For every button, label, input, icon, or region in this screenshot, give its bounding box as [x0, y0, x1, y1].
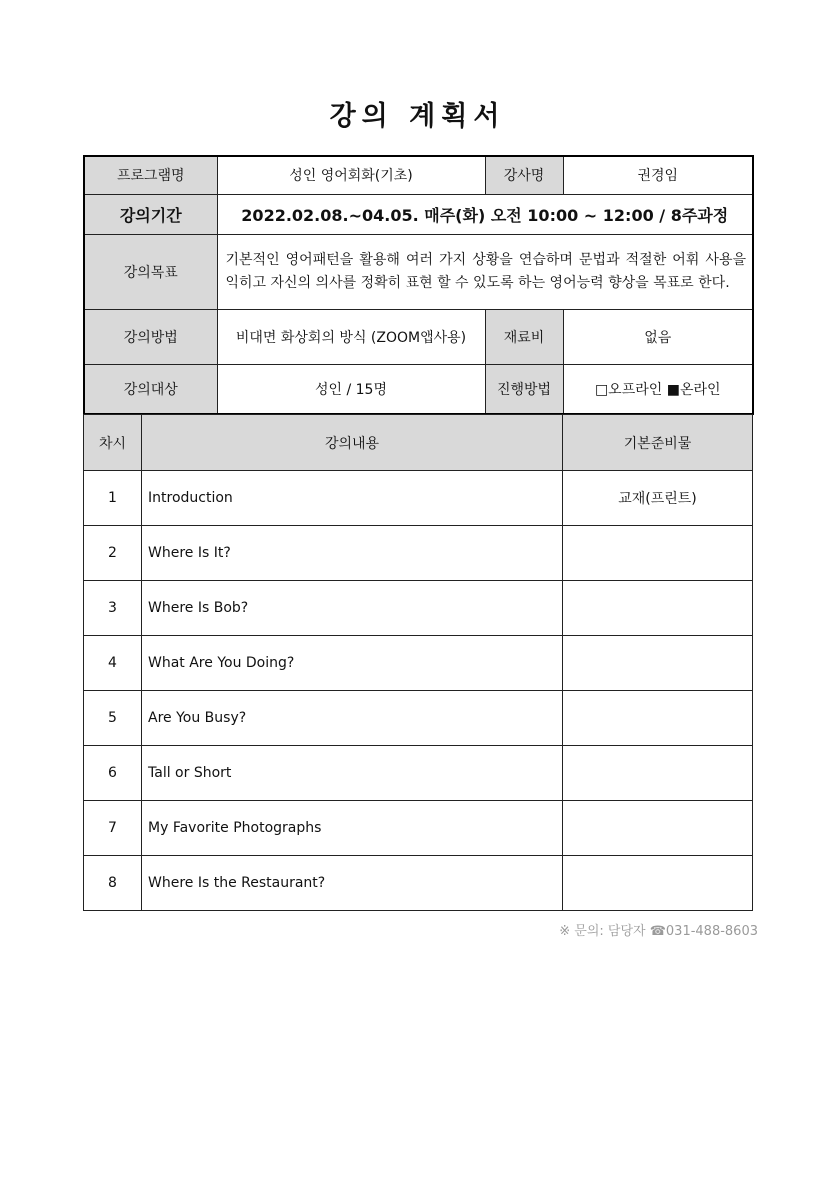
lesson-content: My Favorite Photographs [142, 801, 563, 856]
session-number: 2 [84, 526, 142, 581]
lesson-materials [563, 636, 753, 691]
table-row [84, 856, 753, 911]
plan-header-row [84, 415, 753, 471]
session-number: 3 [84, 581, 142, 636]
lesson-content: Where Is the Restaurant? [142, 856, 563, 911]
course-info-table [83, 155, 754, 415]
lesson-materials [563, 581, 753, 636]
table-row [84, 581, 753, 636]
lesson-content: Introduction [142, 471, 563, 526]
lesson-materials [563, 691, 753, 746]
lesson-plan-table [83, 414, 753, 911]
period-row [84, 194, 753, 234]
content-header: 강의내용 [142, 415, 563, 471]
fee-label: 재료비 [485, 309, 563, 364]
goal-label: 강의목표 [84, 234, 217, 309]
lesson-content: Tall or Short [142, 746, 563, 801]
table-row [84, 746, 753, 801]
session-number: 5 [84, 691, 142, 746]
goal-value: 기본적인 영어패턴을 활용해 여러 가지 상황을 연습하며 문법과 적절한 어휘 사용을 익히고 자신의 의사를 정확히 표현 할 수 있도록 하는 영어능력 향상을 목표로 한다. [217, 234, 753, 309]
contact-note: ※ 문의: 담당자 ☎031-488-8603 [559, 924, 758, 939]
target-label: 강의대상 [84, 364, 217, 414]
page-title: 강의 계획서 [329, 101, 506, 132]
materials-header: 기본준비물 [563, 415, 753, 471]
session-header: 차시 [84, 415, 142, 471]
program-row [84, 156, 753, 194]
session-number: 7 [84, 801, 142, 856]
lesson-content: Where Is It? [142, 526, 563, 581]
period-label: 강의기간 [84, 194, 217, 234]
target-value: 성인 / 15명 [217, 364, 485, 414]
lesson-materials [563, 801, 753, 856]
lesson-materials: 교재(프린트) [563, 471, 753, 526]
lesson-materials [563, 526, 753, 581]
lesson-materials [563, 856, 753, 911]
session-number: 8 [84, 856, 142, 911]
fee-value: 없음 [563, 309, 753, 364]
period-value: 2022.02.08.~04.05. 매주(화) 오전 10:00 ~ 12:00 / 8주과정 [217, 194, 753, 234]
session-number: 6 [84, 746, 142, 801]
session-number: 1 [84, 471, 142, 526]
instructor-label: 강사명 [485, 156, 563, 194]
goal-row [84, 234, 753, 309]
mode-label: 진행방법 [485, 364, 563, 414]
session-number: 4 [84, 636, 142, 691]
method-label: 강의방법 [84, 309, 217, 364]
lesson-materials [563, 746, 753, 801]
table-row [84, 801, 753, 856]
method-row [84, 309, 753, 364]
mode-value: □오프라인 ■온라인 [563, 364, 753, 414]
lesson-content: What Are You Doing? [142, 636, 563, 691]
target-row [84, 364, 753, 414]
lesson-content: Are You Busy? [142, 691, 563, 746]
program-value: 성인 영어회화(기초) [217, 156, 485, 194]
program-label: 프로그램명 [84, 156, 217, 194]
table-row [84, 691, 753, 746]
lesson-content: Where Is Bob? [142, 581, 563, 636]
table-row [84, 471, 753, 526]
table-row [84, 636, 753, 691]
table-row [84, 526, 753, 581]
method-value: 비대면 화상회의 방식 (ZOOM앱사용) [217, 309, 485, 364]
instructor-value: 권경임 [563, 156, 753, 194]
